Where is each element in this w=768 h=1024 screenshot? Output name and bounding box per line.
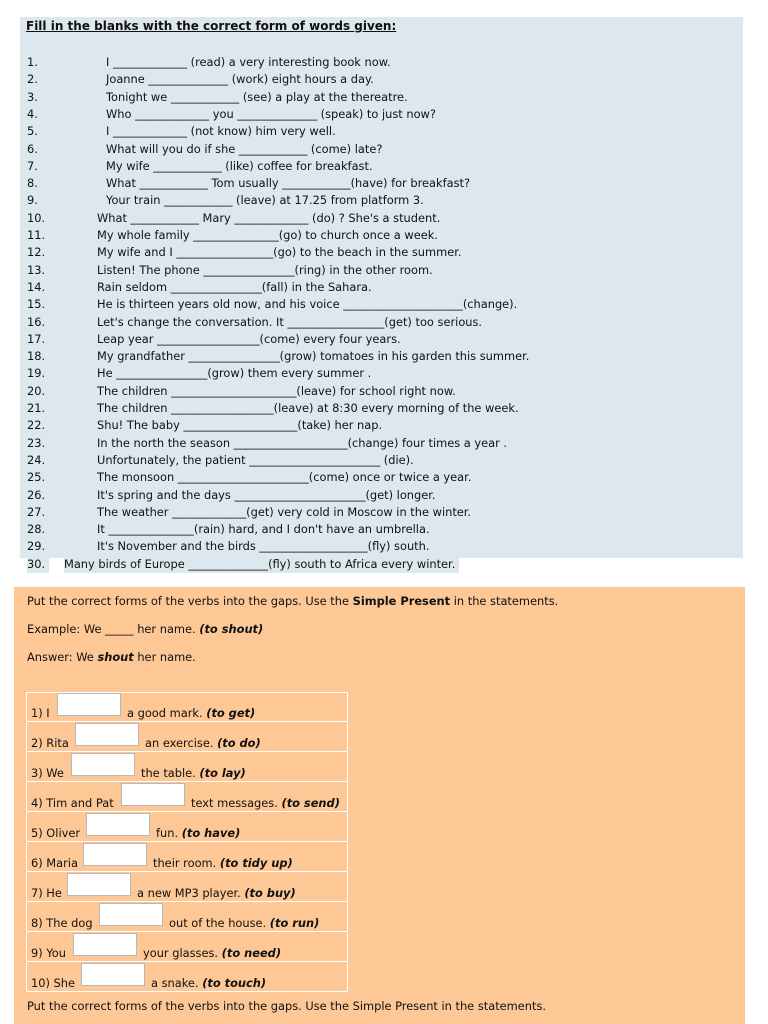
exercise-2-row: [26, 752, 348, 782]
item-sentence: Your train ____________ (leave) at 17.25 from platform 3.: [106, 193, 424, 208]
item-sentence: I _____________ (read) a very interesting book now.: [106, 55, 391, 69]
row-subject: 9) You: [31, 946, 66, 960]
item-number: 26.: [27, 487, 46, 502]
item-number: 19.: [27, 366, 46, 381]
exercise-2-instruction: Put the correct forms of the verbs into the gaps. Use the Simple Present in the statements.: [27, 594, 559, 608]
exercise-2-row: [26, 692, 348, 722]
item-number: 21.: [27, 401, 46, 415]
item-sentence: It's spring and the days _______________________(get) longer.: [97, 487, 436, 502]
item-sentence: The weather _____________(get) very cold in Moscow in the winter.: [97, 504, 472, 519]
answer-input[interactable]: [121, 783, 185, 806]
item-sentence: In the north the season ____________________(change) four times a year .: [97, 435, 508, 450]
exercise-2-row: [26, 962, 348, 992]
item-number: 15.: [27, 297, 46, 312]
item-number: 17.: [27, 331, 46, 346]
verb-hint: (to tidy up): [219, 856, 293, 870]
item-sentence: It _______________(rain) hard, and I don't have an umbrella.: [97, 522, 430, 537]
row-subject: 8) The dog: [31, 916, 93, 930]
verb-hint: (to send): [281, 796, 340, 810]
item-sentence: I _____________ (not know) him very well.: [106, 124, 336, 139]
item-number: 20.: [27, 383, 46, 398]
item-sentence: The children ______________________(leave) for school right now.: [97, 383, 456, 398]
answer-input[interactable]: [67, 873, 131, 896]
item-number: 2.: [27, 72, 38, 87]
item-number: 25.: [27, 470, 46, 485]
item-sentence: What ____________ Tom usually ____________(have) for breakfast?: [106, 176, 471, 191]
row-completion: [151, 976, 266, 990]
row-completion: [143, 946, 281, 960]
row-subject: 2) Rita: [31, 736, 69, 750]
item-number: 16.: [27, 314, 46, 329]
item-sentence: What will you do if she ____________ (come) late?: [106, 141, 383, 156]
item-number: 10.: [27, 210, 46, 225]
item-sentence: Unfortunately, the patient _______________________ (die).: [97, 452, 414, 467]
item-number: 30.: [27, 556, 49, 573]
verb-hint: (to have): [181, 826, 241, 840]
verb-hint: (to do): [217, 736, 261, 750]
exercise-1-title: Fill in the blanks with the correct form of words given:: [26, 19, 397, 33]
row-completion: [137, 886, 296, 900]
item-sentence: My wife and I _________________(go) to the beach in the summer.: [97, 245, 462, 260]
row-completion: [191, 796, 340, 810]
exercise-2-row: [26, 722, 348, 752]
answer-input[interactable]: [83, 843, 147, 866]
verb-hint: (to get): [206, 706, 256, 720]
item-number: 1.: [27, 55, 38, 69]
row-object: text messages.: [191, 796, 278, 810]
item-sentence: He ________________(grow) them every summer .: [97, 366, 372, 381]
item-sentence: Tonight we ____________ (see) a play at the thereatre.: [106, 89, 408, 104]
verb-hint: (to buy): [244, 886, 296, 900]
item-number: 29.: [27, 539, 46, 554]
item-sentence: Who _____________ you ______________ (speak) to just now?: [106, 106, 436, 121]
verb-hint: (to need): [221, 946, 282, 960]
item-number: 12.: [27, 245, 46, 260]
row-completion: [127, 706, 255, 720]
row-object: out of the house.: [169, 916, 267, 930]
item-sentence: What ____________ Mary _____________ (do) ? She's a student.: [97, 210, 441, 225]
answer-input[interactable]: [57, 693, 121, 716]
exercise-2-row: [26, 842, 348, 872]
row-object: a good mark.: [127, 706, 203, 720]
row-subject: 3) We: [31, 766, 64, 780]
row-subject: 4) Tim and Pat: [31, 796, 114, 810]
row-completion: [156, 826, 240, 840]
item-sentence: My whole family _______________(go) to church once a week.: [97, 228, 438, 242]
item-number: 14.: [27, 279, 46, 294]
row-completion: [153, 856, 293, 870]
item-number: 8.: [27, 176, 38, 191]
item-number: 23.: [27, 435, 46, 450]
verb-hint: (to touch): [202, 976, 267, 990]
answer-input[interactable]: [75, 723, 139, 746]
verb-hint: (to run): [269, 916, 320, 930]
row-object: your glasses.: [143, 946, 219, 960]
row-subject: 5) Oliver: [31, 826, 81, 840]
item-number: 9.: [27, 193, 38, 208]
item-sentence: Many birds of Europe ______________(fly) south to Africa every winter.: [64, 556, 459, 573]
answer-input[interactable]: [99, 903, 163, 926]
row-object: an exercise.: [145, 736, 214, 750]
item-sentence: He is thirteen years old now, and his voice _____________________(change).: [97, 297, 518, 312]
row-subject: 10) She: [31, 976, 76, 990]
item-number: 13.: [27, 262, 46, 277]
item-sentence: It's November and the birds ___________________(fly) south.: [97, 539, 430, 554]
item-number: 11.: [27, 228, 46, 242]
item-sentence: Joanne ______________ (work) eight hours a day.: [106, 72, 374, 87]
exercise-2-row: [26, 872, 348, 902]
answer-input[interactable]: [81, 963, 145, 986]
item-number: 18.: [27, 349, 46, 364]
exercise-2-row: [26, 902, 348, 932]
item-sentence: The children __________________(leave) at 8:30 every morning of the week.: [97, 401, 519, 415]
row-completion: [169, 916, 319, 930]
item-number: 3.: [27, 89, 38, 104]
row-subject: 1) I: [31, 706, 50, 720]
row-completion: [145, 736, 261, 750]
row-object: a snake.: [151, 976, 199, 990]
row-object: their room.: [153, 856, 217, 870]
item-sentence: Listen! The phone ________________(ring) in the other room.: [97, 262, 433, 277]
row-object: a new MP3 player.: [137, 886, 241, 900]
answer-input[interactable]: [86, 813, 150, 836]
item-sentence: My grandfather ________________(grow) tomatoes in his garden this summer.: [97, 349, 530, 364]
example-line: Example: We _____ her name. (to shout): [27, 622, 264, 636]
item-sentence: Shu! The baby ____________________(take) her nap.: [97, 418, 383, 433]
item-number: 27.: [27, 504, 46, 519]
item-number: 4.: [27, 106, 38, 121]
answer-line: Answer: We shout her name.: [27, 650, 196, 664]
footer-instruction: Put the correct forms of the verbs into the gaps. Use the Simple Present in the statements.: [27, 999, 547, 1013]
answer-input[interactable]: [71, 753, 135, 776]
item-number: 5.: [27, 124, 38, 139]
row-object: fun.: [156, 826, 179, 840]
item-sentence: Rain seldom ________________(fall) in the Sahara.: [97, 279, 372, 294]
item-number: 7.: [27, 158, 38, 173]
item-number: 24.: [27, 452, 46, 467]
row-completion: [141, 766, 246, 780]
item-sentence: My wife ____________ (like) coffee for breakfast.: [106, 158, 373, 173]
exercise-2-row: [26, 812, 348, 842]
item-sentence: Let's change the conversation. It _________________(get) too serious.: [97, 314, 483, 329]
item-number: 28.: [27, 522, 46, 537]
item-sentence: The monsoon _______________________(come) once or twice a year.: [97, 470, 472, 485]
row-subject: 7) He: [31, 886, 62, 900]
row-subject: 6) Maria: [31, 856, 78, 870]
item-number: 22.: [27, 418, 46, 433]
exercise-2-row: [26, 932, 348, 962]
exercise-2-row: [26, 782, 348, 812]
row-object: the table.: [141, 766, 196, 780]
verb-hint: (to lay): [199, 766, 246, 780]
item-sentence: Leap year __________________(come) every four years.: [97, 331, 401, 346]
answer-input[interactable]: [73, 933, 137, 956]
item-number: 6.: [27, 141, 38, 156]
